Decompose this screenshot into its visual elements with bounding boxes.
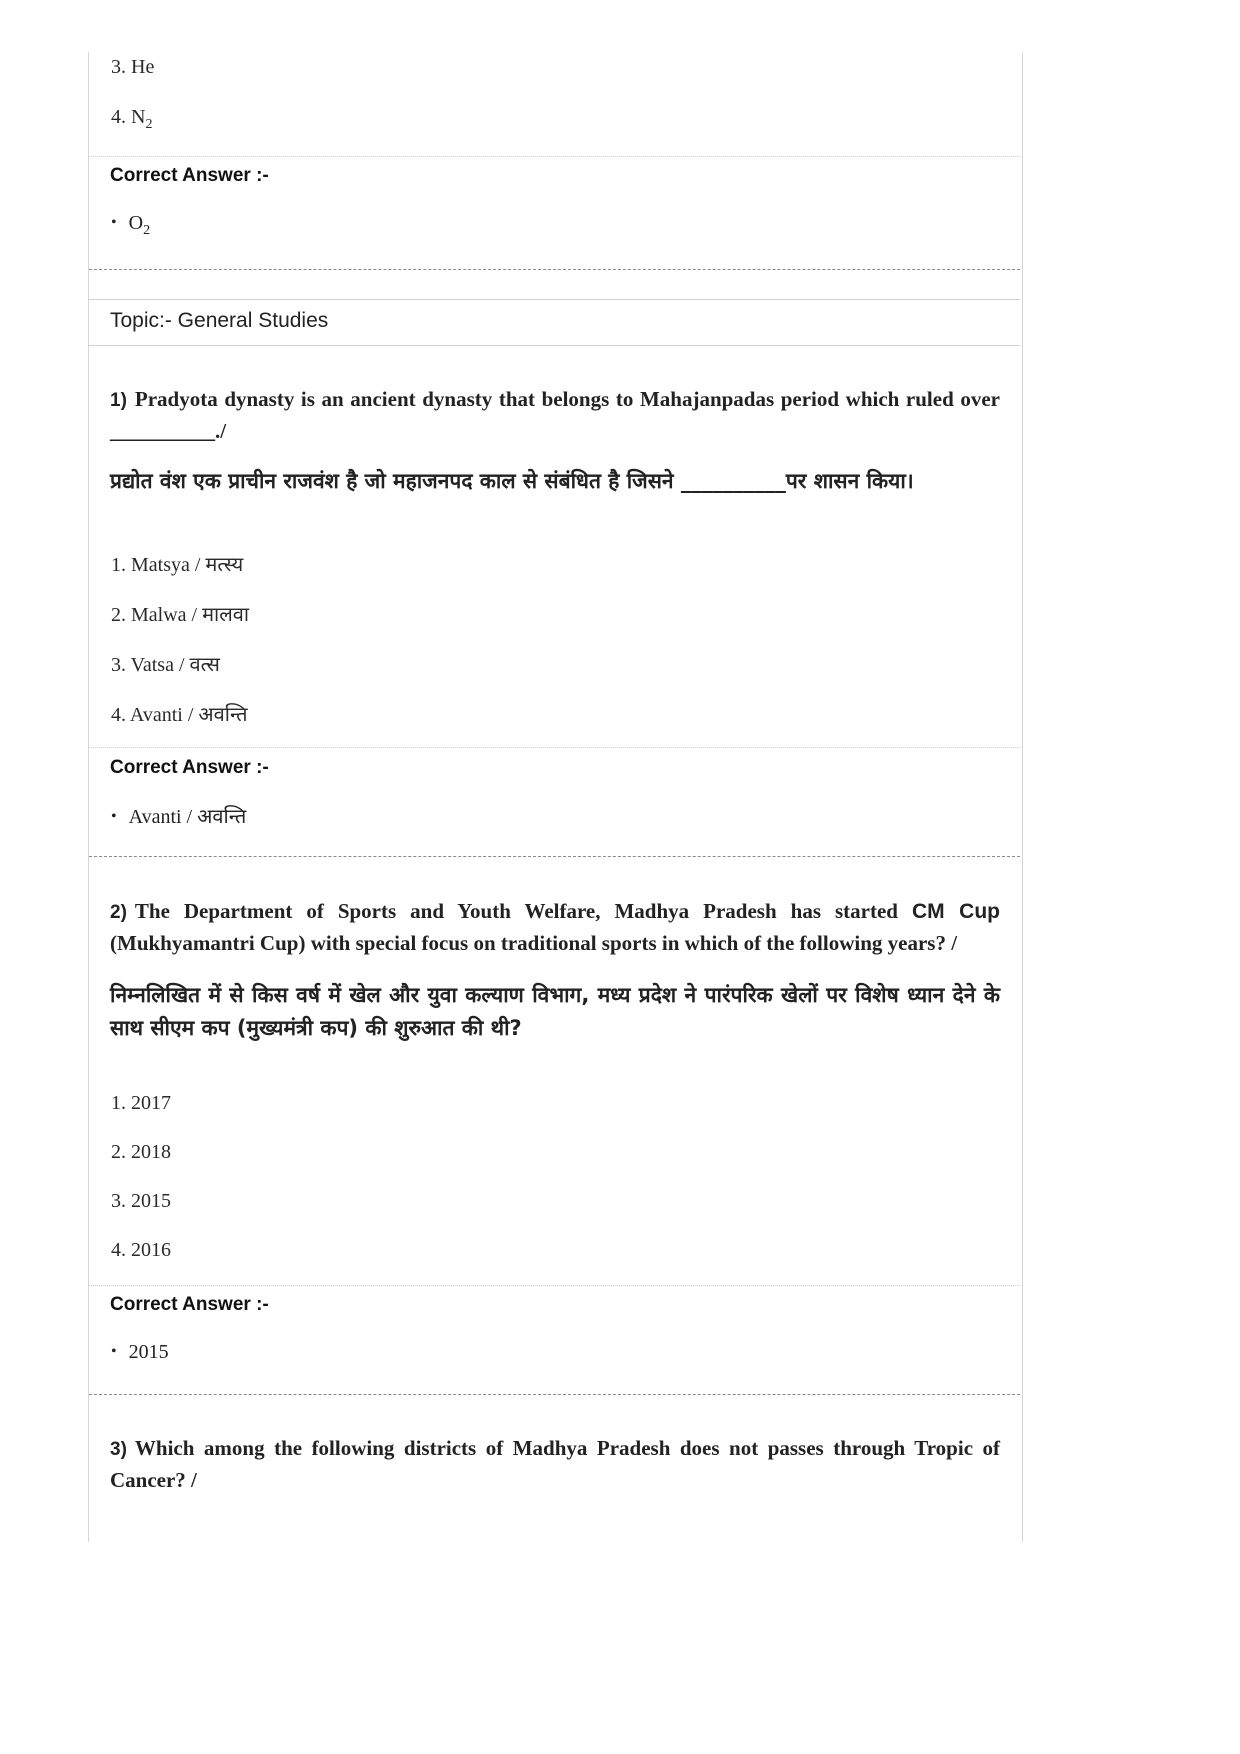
prev-option-4: 4. $N_2$ <box>111 106 153 132</box>
option-3: 3. Vatsa / वत्स <box>111 654 220 676</box>
question-text-english: 2) The Department of Sports and Youth Welfare, Madhya Pradesh has started CM Cup (Mukhyamantri Cup) with special focus on traditional sports in which of the following years? / <box>110 899 1000 955</box>
topic-bottom-border <box>89 345 1020 346</box>
option-2: 2. 2018 <box>111 1141 171 1163</box>
question-text-english: 3) Which among the following districts of Madhya Pradesh does not passes through Tropic of Cancer? / <box>110 1436 1000 1492</box>
option-2: 2. Malwa / मालवा <box>111 604 250 626</box>
correct-answer-item: • $O_2$ <box>111 212 151 238</box>
question-separator <box>89 269 1020 270</box>
option-3: 3. 2015 <box>111 1190 171 1212</box>
topic-top-border <box>89 299 1020 300</box>
topic-heading: Topic:- General Studies <box>110 309 329 332</box>
divider <box>89 747 1020 748</box>
question-3 <box>110 1433 1000 1496</box>
option-1: 1. 2017 <box>111 1092 171 1114</box>
correct-answer-label: Correct Answer :- <box>110 757 269 778</box>
question-separator <box>89 856 1020 857</box>
correct-answer-label: Correct Answer :- <box>110 1294 269 1315</box>
divider <box>89 1285 1020 1286</box>
correct-answer-label: Correct Answer :- <box>110 165 269 186</box>
correct-answer-item: • 2015 <box>111 1341 169 1363</box>
question-2 <box>110 896 1000 1045</box>
question-1 <box>110 384 1000 498</box>
option-4: 4. 2016 <box>111 1239 171 1261</box>
divider <box>89 156 1020 157</box>
correct-answer-item: • Avanti / अवन्ति <box>111 806 247 828</box>
question-text-english: 1) Pradyota dynasty is an ancient dynasty that belongs to Mahajanpadas period which ruled over __________./ <box>110 387 1000 443</box>
prev-option-3: 3. He <box>111 56 155 78</box>
question-text-hindi: प्रद्योत वंश एक प्राचीन राजवंश है जो महाजनपद काल से संबंधित है जिसने __________पर शासन किया। <box>110 469 914 493</box>
page-frame <box>88 52 1023 1542</box>
option-4: 4. Avanti / अवन्ति <box>111 704 248 726</box>
option-1: 1. Matsya / मत्स्य <box>111 554 244 576</box>
question-text-hindi: निम्नलिखित में से किस वर्ष में खेल और युवा कल्याण विभाग, मध्य प्रदेश ने पारंपरिक खेलों पर विशेष ध्यान देने के साथ सीएम कप (मुख्यमंत्री कप) की शुरुआत की थी? <box>110 983 1000 1040</box>
question-separator <box>89 1394 1020 1395</box>
